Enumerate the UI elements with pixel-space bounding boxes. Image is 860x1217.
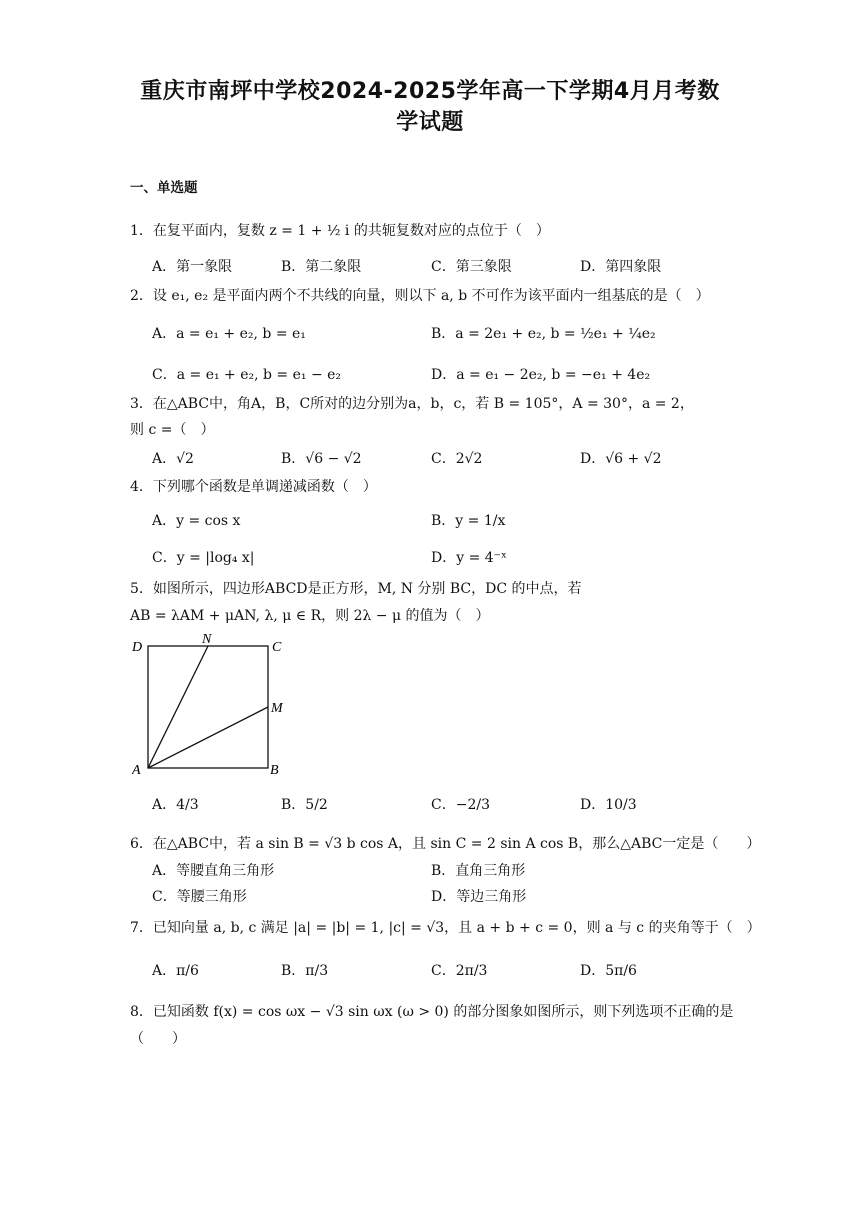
question-8-stem: 8．已知函数 f(x) = cos ωx − √3 sin ωx (ω > 0) 的部分图象如图所示，则下列选项不正确的是 (130, 1004, 734, 1020)
q7-option-d: D．5π/6 (580, 963, 637, 979)
section-heading: 一、单选题 (130, 180, 198, 196)
q7-option-b: B．π/3 (281, 963, 329, 979)
q7-option-a: A．π/6 (152, 963, 199, 979)
square-figure (132, 632, 292, 780)
label-a: A (132, 763, 141, 778)
label-b: B (270, 763, 279, 778)
q6-option-d: D．等边三角形 (431, 889, 527, 905)
question-2-stem: 2．设 e₁, e₂ 是平面内两个不共线的向量，则以下 a, b 不可作为该平面内一组基底的是（ ） (130, 288, 710, 304)
document-title (0, 76, 860, 138)
q3-option-b: B．√6 − √2 (281, 451, 362, 467)
q2-option-b: B．a = 2e₁ + e₂, b = ½e₁ + ¼e₂ (431, 326, 656, 342)
label-m: M (271, 701, 283, 716)
question-5-stem-cont: AB = λAM + μAN, λ, μ ∈ R，则 2λ − μ 的值为（ ） (130, 608, 490, 624)
q2-option-a: A．a = e₁ + e₂, b = e₁ (152, 326, 306, 342)
label-n: N (202, 632, 212, 647)
q4-option-c: C．y = |log₄ x| (152, 550, 255, 566)
q3-option-a: A．√2 (152, 451, 194, 467)
q1-option-c: C．第三象限 (431, 259, 512, 275)
q7-option-c: C．2π/3 (431, 963, 488, 979)
label-c: C (272, 640, 282, 655)
q4-option-d: D．y = 4⁻ˣ (431, 550, 507, 566)
q3-option-d: D．√6 + √2 (580, 451, 662, 467)
question-6-stem: 6．在△ABC中，若 a sin B = √3 b cos A，且 sin C = 2 sin A cos B，那么△ABC一定是（ ） (130, 836, 761, 852)
q1-option-d: D．第四象限 (580, 259, 662, 275)
q2-option-c: C．a = e₁ + e₂, b = e₁ − e₂ (152, 367, 342, 383)
question-7-stem: 7．已知向量 a, b, c 满足 |a| = |b| = 1, |c| = √3，且 a + b + c = 0，则 a 与 c 的夹角等于（ ） (130, 920, 761, 936)
question-8-stem-cont: （ ） (130, 1031, 186, 1047)
segment-an (148, 646, 208, 768)
q6-option-a: A．等腰直角三角形 (152, 863, 275, 879)
q6-option-b: B．直角三角形 (431, 863, 526, 879)
title-line-2: 学试题 (396, 110, 464, 135)
question-1-stem: 1．在复平面内，复数 z = 1 + ½ i 的共轭复数对应的点位于（ ） (130, 223, 550, 239)
square-abcd (148, 646, 268, 768)
title-line-1: 重庆市南坪中学校2024-2025学年高一下学期4月月考数 (140, 79, 720, 104)
q1-option-b: B．第二象限 (281, 259, 362, 275)
label-d: D (132, 640, 143, 655)
q5-option-b: B．5/2 (281, 797, 328, 813)
q1-option-a: A．第一象限 (152, 259, 233, 275)
question-5-stem: 5．如图所示，四边形ABCD是正方形，M, N 分别 BC，DC 的中点，若 (130, 581, 582, 597)
q6-option-c: C．等腰三角形 (152, 889, 247, 905)
q4-option-b: B．y = 1/x (431, 513, 506, 529)
q5-option-c: C．−2/3 (431, 797, 490, 813)
question-4-stem: 4．下列哪个函数是单调递减函数（ ） (130, 479, 377, 495)
segment-am (148, 707, 268, 768)
question-3-stem-cont: 则 c =（ ） (130, 422, 215, 438)
q2-option-d: D．a = e₁ − 2e₂, b = −e₁ + 4e₂ (431, 367, 651, 383)
question-3-stem: 3．在△ABC中，角A，B，C所对的边分别为a，b，c，若 B = 105°，A = 30°，a = 2， (130, 396, 694, 412)
q4-option-a: A．y = cos x (152, 513, 241, 529)
q5-option-a: A．4/3 (152, 797, 199, 813)
q3-option-c: C．2√2 (431, 451, 483, 467)
q5-option-d: D．10/3 (580, 797, 637, 813)
